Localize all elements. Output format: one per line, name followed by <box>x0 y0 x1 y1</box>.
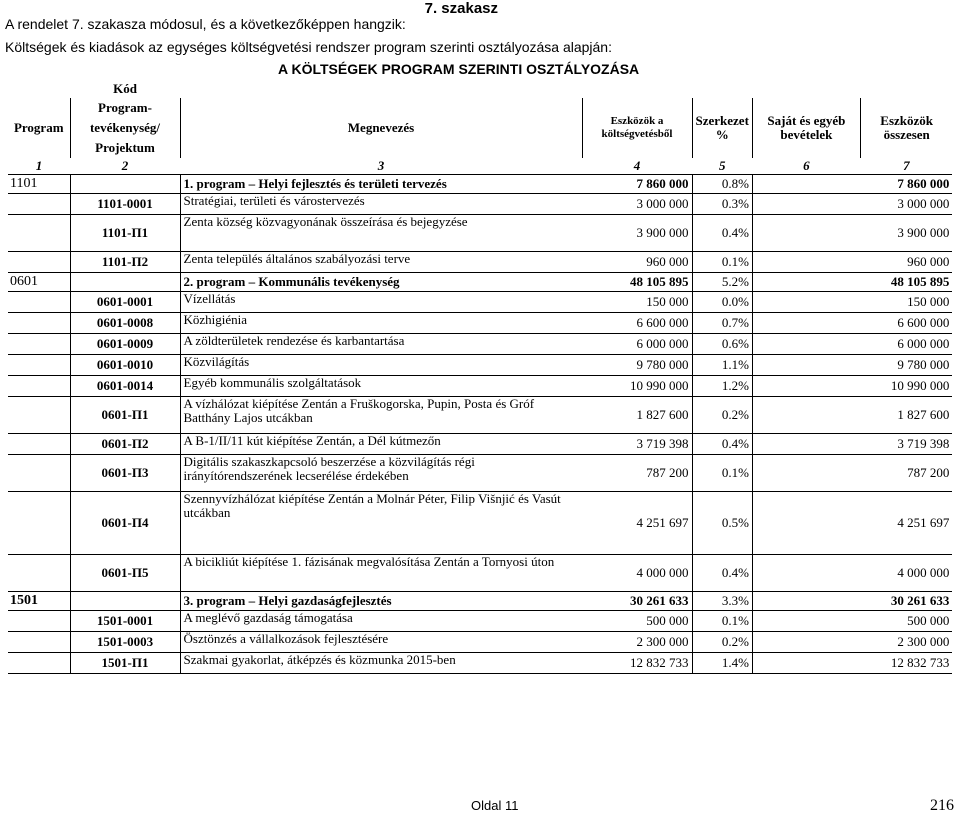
program-row <box>8 592 952 611</box>
header-kod: Kód <box>113 81 137 96</box>
item-name: Ösztönzés a vállalkozások fejlesztésére <box>180 632 582 653</box>
header-program: Program <box>8 98 70 158</box>
table-row <box>8 252 952 273</box>
table-row <box>8 215 952 252</box>
program-code: 0601 <box>8 273 70 292</box>
activity-code: 1501-П1 <box>70 653 180 674</box>
item-name: Zenta község közvagyonának összeírása és bejegyzése <box>180 215 582 252</box>
program-code <box>8 252 70 273</box>
item-name: Zenta település általános szabályozási terve <box>180 252 582 273</box>
budget-value: 2 300 000 <box>582 632 692 653</box>
activity-code: 1501-0003 <box>70 632 180 653</box>
table-row <box>8 334 952 355</box>
program-code <box>8 492 70 555</box>
budget-value: 7 860 000 <box>582 175 692 194</box>
program-row <box>8 175 952 194</box>
own-revenue-value <box>752 175 860 194</box>
header-own-revenue: Saját és egyéb bevételek <box>752 98 860 158</box>
activity-code: 0601-0001 <box>70 292 180 313</box>
activity-code: 1101-П2 <box>70 252 180 273</box>
table-heading: A KÖLTSÉGEK PROGRAM SZERINTI OSZTÁLYOZÁSA <box>278 61 640 77</box>
total-value: 4 000 000 <box>860 555 952 592</box>
structure-percent: 0.2% <box>692 397 752 434</box>
activity-code: 0601-0010 <box>70 355 180 376</box>
own-revenue-value <box>752 653 860 674</box>
total-value: 3 000 000 <box>860 194 952 215</box>
program-code <box>8 215 70 252</box>
table-row <box>8 611 952 632</box>
total-value: 787 200 <box>860 455 952 492</box>
item-name: Stratégiai, területi és várostervezés <box>180 194 582 215</box>
structure-percent: 0.5% <box>692 492 752 555</box>
header-program-activity: Program-tevékenység/ Projektum <box>89 100 161 155</box>
total-value: 3 900 000 <box>860 215 952 252</box>
header-name: Megnevezés <box>180 98 582 158</box>
budget-value: 30 261 633 <box>582 592 692 611</box>
own-revenue-value <box>752 455 860 492</box>
budget-value: 3 719 398 <box>582 434 692 455</box>
activity-code <box>70 175 180 194</box>
own-revenue-value <box>752 592 860 611</box>
own-revenue-value <box>752 215 860 252</box>
cost-classification-table <box>8 80 952 674</box>
total-value: 48 105 895 <box>860 273 952 292</box>
program-code <box>8 355 70 376</box>
intro-line-2: Költségek és kiadások az egységes költségvetési rendszer program szerinti osztályozása alapján: <box>5 39 612 55</box>
activity-code: 0601-П1 <box>70 397 180 434</box>
table-row <box>8 555 952 592</box>
activity-code <box>70 592 180 611</box>
total-value: 3 719 398 <box>860 434 952 455</box>
budget-value: 48 105 895 <box>582 273 692 292</box>
own-revenue-value <box>752 252 860 273</box>
own-revenue-value <box>752 313 860 334</box>
column-number: 4 <box>582 158 692 175</box>
structure-percent: 0.6% <box>692 334 752 355</box>
table-row <box>8 632 952 653</box>
structure-percent: 0.8% <box>692 175 752 194</box>
structure-percent: 3.3% <box>692 592 752 611</box>
total-value: 7 860 000 <box>860 175 952 194</box>
table-row <box>8 194 952 215</box>
table-row <box>8 376 952 397</box>
total-value: 4 251 697 <box>860 492 952 555</box>
structure-percent: 0.1% <box>692 611 752 632</box>
own-revenue-value <box>752 434 860 455</box>
item-name: A meglévő gazdaság támogatása <box>180 611 582 632</box>
activity-code: 0601-П4 <box>70 492 180 555</box>
total-value: 960 000 <box>860 252 952 273</box>
own-revenue-value <box>752 334 860 355</box>
table-row <box>8 492 952 555</box>
item-name: A bicikliút kiépítése 1. fázisának megvalósítása Zentán a Tornyosi úton <box>180 555 582 592</box>
activity-code: 0601-П3 <box>70 455 180 492</box>
own-revenue-value <box>752 397 860 434</box>
activity-code: 0601-П2 <box>70 434 180 455</box>
total-value: 2 300 000 <box>860 632 952 653</box>
table-row <box>8 653 952 674</box>
page-number: 216 <box>930 797 954 814</box>
total-value: 10 990 000 <box>860 376 952 397</box>
budget-value: 4 251 697 <box>582 492 692 555</box>
item-name: A vízhálózat kiépítése Zentán a Fruškogorska, Pupin, Posta és Gróf Batthány Lajos utcákban <box>180 397 582 434</box>
item-name: 2. program – Kommunális tevékenység <box>180 273 582 292</box>
total-value: 12 832 733 <box>860 653 952 674</box>
total-value: 30 261 633 <box>860 592 952 611</box>
total-value: 9 780 000 <box>860 355 952 376</box>
table-row <box>8 434 952 455</box>
item-name: Szakmai gyakorlat, átképzés és közmunka 2015-ben <box>180 653 582 674</box>
activity-code: 1101-П1 <box>70 215 180 252</box>
section-title: 7. szakasz <box>424 0 498 17</box>
program-code <box>8 455 70 492</box>
structure-percent: 0.4% <box>692 434 752 455</box>
structure-percent: 0.1% <box>692 455 752 492</box>
item-name: 3. program – Helyi gazdaságfejlesztés <box>180 592 582 611</box>
program-code <box>8 611 70 632</box>
structure-percent: 0.4% <box>692 215 752 252</box>
column-number: 2 <box>70 158 180 175</box>
structure-percent: 1.4% <box>692 653 752 674</box>
item-name: Vízellátás <box>180 292 582 313</box>
program-code: 1501 <box>8 592 70 611</box>
structure-percent: 0.2% <box>692 632 752 653</box>
budget-value: 960 000 <box>582 252 692 273</box>
column-number-row <box>8 158 952 175</box>
own-revenue-value <box>752 611 860 632</box>
budget-value: 12 832 733 <box>582 653 692 674</box>
table-row <box>8 397 952 434</box>
structure-percent: 0.3% <box>692 194 752 215</box>
item-name: 1. program – Helyi fejlesztés és területi tervezés <box>180 175 582 194</box>
activity-code: 1501-0001 <box>70 611 180 632</box>
program-code <box>8 653 70 674</box>
structure-percent: 1.2% <box>692 376 752 397</box>
own-revenue-value <box>752 632 860 653</box>
table-row <box>8 292 952 313</box>
item-name: Digitális szakaszkapcsoló beszerzése a közvilágítás régi irányítórendszerének lecserélése érdekében <box>180 455 582 492</box>
table-row <box>8 313 952 334</box>
total-value: 6 600 000 <box>860 313 952 334</box>
budget-value: 3 000 000 <box>582 194 692 215</box>
table-row <box>8 355 952 376</box>
header-structure: Szerkezet % <box>692 98 752 158</box>
item-name: Egyéb kommunális szolgáltatások <box>180 376 582 397</box>
budget-value: 1 827 600 <box>582 397 692 434</box>
item-name: A B-1/II/11 kút kiépítése Zentán, a Dél kútmezőn <box>180 434 582 455</box>
activity-code: 0601-П5 <box>70 555 180 592</box>
budget-value: 500 000 <box>582 611 692 632</box>
budget-value: 3 900 000 <box>582 215 692 252</box>
header-budget: Eszközök a költségvetésből <box>582 98 692 158</box>
structure-percent: 0.0% <box>692 292 752 313</box>
total-value: 150 000 <box>860 292 952 313</box>
program-code <box>8 376 70 397</box>
total-value: 6 000 000 <box>860 334 952 355</box>
own-revenue-value <box>752 492 860 555</box>
column-number: 7 <box>860 158 952 175</box>
item-name: Szennyvízhálózat kiépítése Zentán a Molnár Péter, Filip Višnjić és Vasút utcákban <box>180 492 582 555</box>
program-code <box>8 632 70 653</box>
budget-value: 6 000 000 <box>582 334 692 355</box>
table-row <box>8 455 952 492</box>
item-name: Közvilágítás <box>180 355 582 376</box>
intro-line-1: A rendelet 7. szakasza módosul, és a következőképpen hangzik: <box>5 16 406 32</box>
own-revenue-value <box>752 292 860 313</box>
own-revenue-value <box>752 194 860 215</box>
activity-code: 0601-0009 <box>70 334 180 355</box>
program-code <box>8 555 70 592</box>
total-value: 1 827 600 <box>860 397 952 434</box>
activity-code: 0601-0014 <box>70 376 180 397</box>
budget-value: 10 990 000 <box>582 376 692 397</box>
column-number: 6 <box>752 158 860 175</box>
budget-value: 9 780 000 <box>582 355 692 376</box>
budget-value: 4 000 000 <box>582 555 692 592</box>
structure-percent: 0.1% <box>692 252 752 273</box>
program-code <box>8 194 70 215</box>
own-revenue-value <box>752 376 860 397</box>
activity-code: 1101-0001 <box>70 194 180 215</box>
column-number: 5 <box>692 158 752 175</box>
own-revenue-value <box>752 355 860 376</box>
structure-percent: 1.1% <box>692 355 752 376</box>
budget-value: 150 000 <box>582 292 692 313</box>
budget-value: 6 600 000 <box>582 313 692 334</box>
column-number: 1 <box>8 158 70 175</box>
program-code <box>8 334 70 355</box>
total-value: 500 000 <box>860 611 952 632</box>
program-code <box>8 313 70 334</box>
program-code <box>8 434 70 455</box>
own-revenue-value <box>752 555 860 592</box>
structure-percent: 0.7% <box>692 313 752 334</box>
footer-page-label: Oldal 11 <box>471 798 519 813</box>
item-name: A zöldterületek rendezése és karbantartása <box>180 334 582 355</box>
table-body <box>8 175 952 674</box>
program-row <box>8 273 952 292</box>
structure-percent: 0.4% <box>692 555 752 592</box>
activity-code <box>70 273 180 292</box>
header-total: Eszközök összesen <box>860 98 952 158</box>
budget-value: 787 200 <box>582 455 692 492</box>
item-name: Közhigiénia <box>180 313 582 334</box>
program-code: 1101 <box>8 175 70 194</box>
program-code <box>8 397 70 434</box>
column-number: 3 <box>180 158 582 175</box>
activity-code: 0601-0008 <box>70 313 180 334</box>
own-revenue-value <box>752 273 860 292</box>
structure-percent: 5.2% <box>692 273 752 292</box>
program-code <box>8 292 70 313</box>
